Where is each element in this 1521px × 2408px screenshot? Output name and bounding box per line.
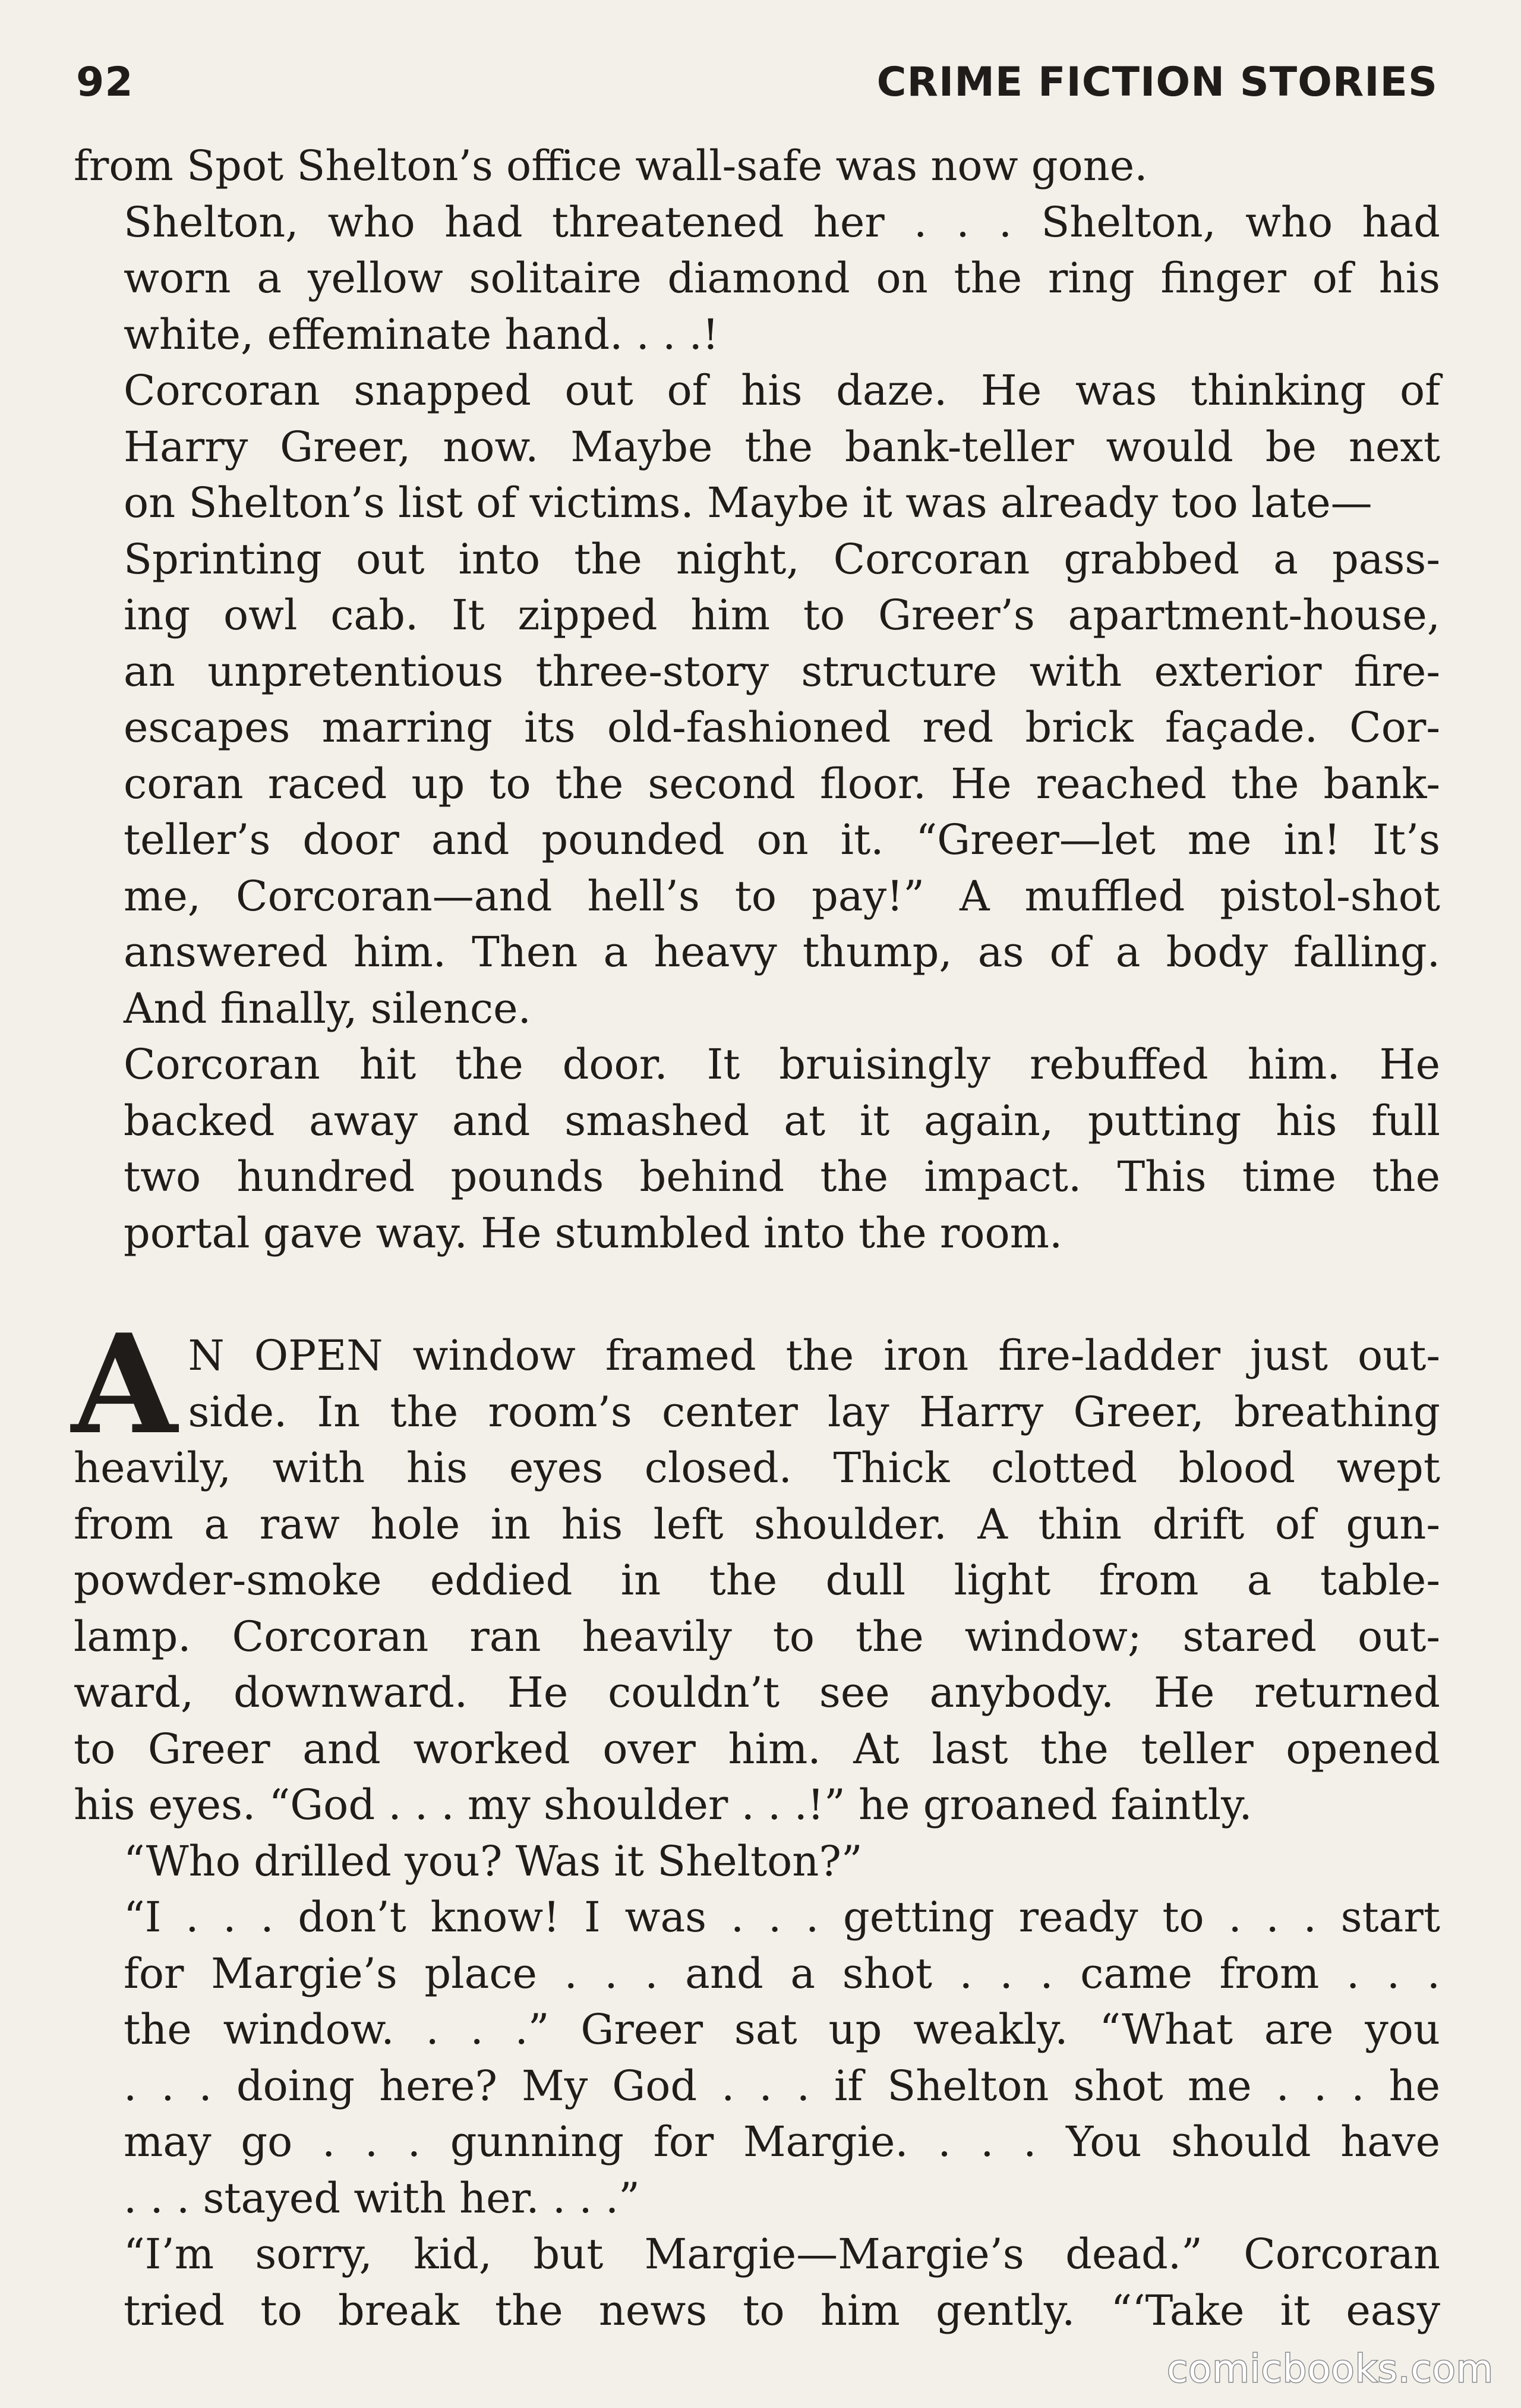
text-line: answered him. Then a heavy thump, as of a body falling. xyxy=(124,928,1440,976)
text-line: me, Corcoran—and hell’s to pay!” A muffled pistol-shot xyxy=(124,871,1440,921)
text-line: white, effeminate hand. . . .! xyxy=(124,310,720,359)
paragraph xyxy=(74,194,1440,363)
text-line: . . . doing here? My God . . . if Shelton shot me . . . he xyxy=(124,2061,1440,2110)
text-line: Sprinting out into the night, Corcoran grabbed a pass- xyxy=(124,534,1440,584)
text-line: coran raced up to the second floor. He reached the bank- xyxy=(124,759,1440,808)
text-line: the window. . . .” Greer sat up weakly. “What are you xyxy=(124,2005,1440,2054)
text-line: side. In the room’s center lay Harry Greer, breathing xyxy=(188,1387,1440,1436)
text-line: And finally, silence. xyxy=(124,984,531,1033)
text-line: tried to break the news to him gently. “‘Take it easy xyxy=(124,2286,1440,2335)
text-line: his eyes. “God . . . my shoulder . . .!” he groaned faintly. xyxy=(74,1780,1252,1829)
text-line: Harry Greer, now. Maybe the bank-teller would be next xyxy=(124,422,1440,471)
text-line: lamp. Corcoran ran heavily to the window; stared out- xyxy=(74,1612,1440,1661)
paragraph xyxy=(74,138,1440,194)
text-section-2 xyxy=(71,1304,1440,2338)
text-line: powder-smoke eddied in the dull light from a table- xyxy=(74,1556,1440,1605)
paragraph xyxy=(74,531,1440,1037)
paragraph xyxy=(74,1833,1440,1890)
text-section-1 xyxy=(74,138,1440,1261)
text-line: may go . . . gunning for Margie. . . . You should have xyxy=(124,2117,1440,2166)
text-line: Corcoran hit the door. It bruisingly rebuffed him. He xyxy=(124,1040,1440,1089)
text-line: . . . stayed with her. . . .” xyxy=(124,2173,640,2223)
text-line: two hundred pounds behind the impact. This time the xyxy=(124,1152,1440,1201)
text-line: from Spot Shelton’s office wall-safe was now gone. xyxy=(74,141,1148,190)
paragraph xyxy=(74,1036,1440,1261)
text-line: portal gave way. He stumbled into the room. xyxy=(124,1208,1063,1257)
text-line: Corcoran snapped out of his daze. He was thinking of xyxy=(124,366,1440,415)
paragraph xyxy=(74,1889,1440,2226)
text-line: on Shelton’s list of victims. Maybe it was already too late— xyxy=(124,478,1372,527)
text-line: Shelton, who had threatened her . . . Shelton, who had xyxy=(124,197,1440,247)
text-line: heavily, with his eyes closed. Thick clotted blood wept xyxy=(74,1443,1440,1492)
text-line: ward, downward. He couldn’t see anybody. He returned xyxy=(74,1668,1440,1717)
paragraph xyxy=(71,1304,1440,1833)
text-line: “Who drilled you? Was it Shelton?” xyxy=(124,1836,863,1886)
page-number: 92 xyxy=(76,58,134,106)
page-header xyxy=(76,52,1438,112)
running-title: CRIME FICTION STORIES xyxy=(876,58,1438,106)
text-line: backed away and smashed at it again, putting his full xyxy=(124,1096,1440,1145)
paragraph xyxy=(74,363,1440,531)
text-line: ing owl cab. It zipped him to Greer’s apartment-house, xyxy=(124,591,1440,639)
text-line: for Margie’s place . . . and a shot . . . came from . . . xyxy=(124,1949,1440,1998)
text-line: an unpretentious three-story structure with exterior fire- xyxy=(124,647,1440,696)
text-line: to Greer and worked over him. At last the teller opened xyxy=(74,1724,1440,1773)
watermark-logo: comicbooks.com xyxy=(1166,2347,1494,2391)
text-line: “I . . . don’t know! I was . . . getting ready to . . . start xyxy=(124,1893,1440,1941)
paragraph xyxy=(74,2226,1440,2338)
text-line: escapes marring its old-fashioned red brick façade. Cor- xyxy=(124,703,1440,752)
text-line: from a raw hole in his left shoulder. A thin drift of gun- xyxy=(74,1499,1440,1549)
section-break xyxy=(74,1261,1440,1328)
text-line: teller’s door and pounded on it. “Greer—let me in! It’s xyxy=(124,815,1440,864)
story-text xyxy=(71,138,1440,2338)
drop-cap: A xyxy=(71,1304,178,1465)
text-line: worn a yellow solitaire diamond on the ring finger of his xyxy=(124,254,1440,302)
text-line: N OPEN window framed the iron fire-ladder just out- xyxy=(188,1331,1440,1380)
text-line: “I’m sorry, kid, but Margie—Margie’s dead.” Corcoran xyxy=(124,2230,1440,2278)
